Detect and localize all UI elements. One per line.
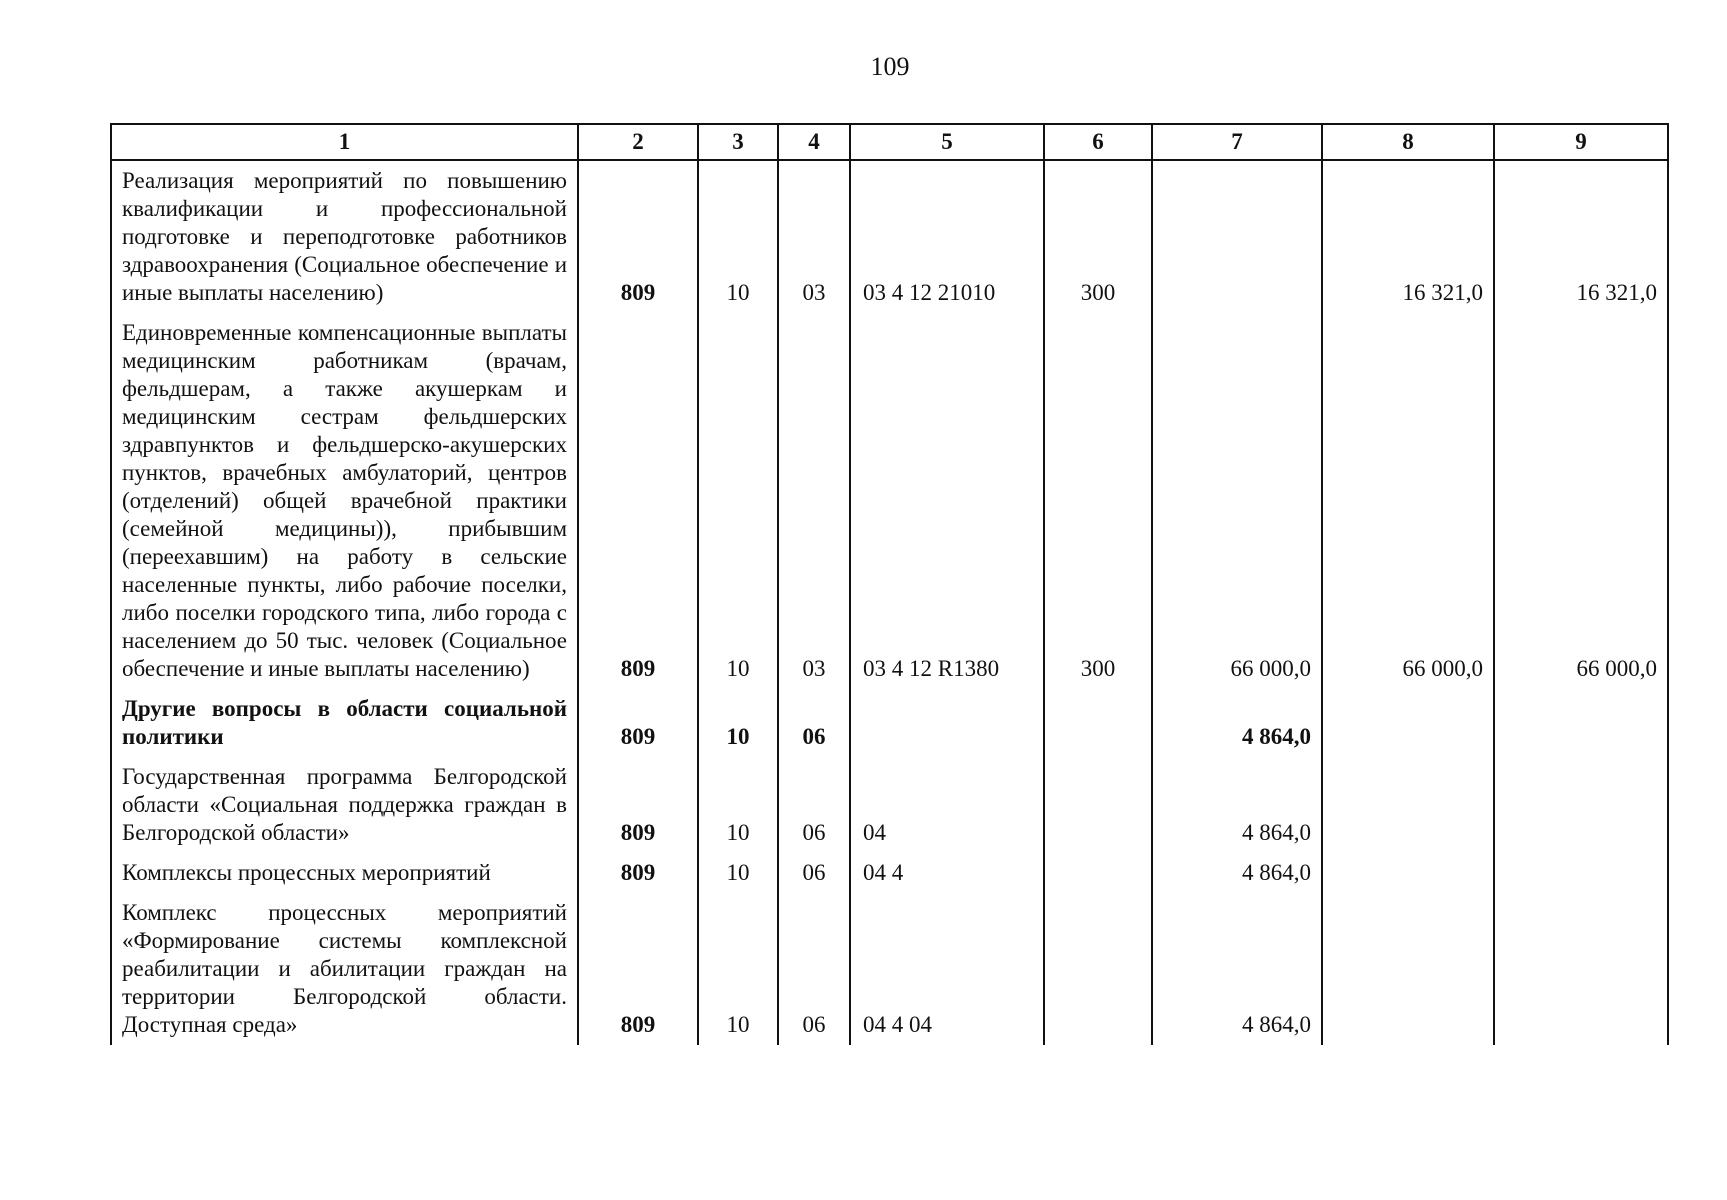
amount-col7-cell: 4 864,0 <box>1152 757 1322 853</box>
grbs-cell: 809 <box>578 853 698 893</box>
header-row <box>111 124 1668 160</box>
expense-type-cell <box>1044 853 1152 893</box>
column-header-1: 1 <box>111 124 578 160</box>
target-article-cell: 04 4 <box>850 853 1044 893</box>
row-name-cell: Комплексы процессных мероприятий <box>111 853 578 893</box>
table-row <box>111 893 1668 1045</box>
column-header-3: 3 <box>698 124 778 160</box>
grbs-cell: 809 <box>578 757 698 853</box>
grbs-cell: 809 <box>578 313 698 689</box>
subsection-cell: 06 <box>778 689 850 757</box>
amount-col9-cell <box>1494 757 1668 853</box>
amount-col7-cell: 4 864,0 <box>1152 853 1322 893</box>
amount-col8-cell <box>1322 757 1494 853</box>
expense-type-cell <box>1044 893 1152 1045</box>
target-article-cell: 04 <box>850 757 1044 853</box>
amount-col7-cell: 66 000,0 <box>1152 313 1322 689</box>
amount-col8-cell <box>1322 853 1494 893</box>
expense-type-cell <box>1044 757 1152 853</box>
expense-type-cell <box>1044 689 1152 757</box>
expense-type-cell: 300 <box>1044 160 1152 313</box>
subsection-cell: 06 <box>778 853 850 893</box>
column-header-9: 9 <box>1494 124 1668 160</box>
target-article-cell: 03 4 12 21010 <box>850 160 1044 313</box>
grbs-cell: 809 <box>578 689 698 757</box>
table-row <box>111 313 1668 689</box>
row-name-cell: Реализация мероприятий по повышению квалификации и профессиональной подготовке и переподготовке работников здравоохранения (Социальное обеспечение и иные выплаты населению) <box>111 160 578 313</box>
row-name-cell: Государственная программа Белгородской области «Социальная поддержка граждан в Белгородской области» <box>111 757 578 853</box>
amount-col7-cell <box>1152 160 1322 313</box>
amount-col9-cell: 66 000,0 <box>1494 313 1668 689</box>
amount-col8-cell: 16 321,0 <box>1322 160 1494 313</box>
column-header-4: 4 <box>778 124 850 160</box>
section-cell: 10 <box>698 893 778 1045</box>
section-cell: 10 <box>698 689 778 757</box>
table-row <box>111 853 1668 893</box>
amount-col8-cell <box>1322 689 1494 757</box>
budget-table <box>110 123 1669 1045</box>
section-cell: 10 <box>698 853 778 893</box>
section-cell: 10 <box>698 757 778 853</box>
row-name-cell: Единовременные компенсационные выплаты медицинским работникам (врачам, фельдшерам, а также акушеркам и медицинским сестрам фельдшерских здравпунктов и фельдшерско-акушерских пунктов, врачебных амбулаторий, центров (отделений) общей врачебной практики (семейной медицины)), прибывшим (переехавшим) на работу в сельские населенные пункты, либо рабочие поселки, либо поселки городского типа, либо города с населением до 50 тыс. человек (Социальное обеспечение и иные выплаты населению) <box>111 313 578 689</box>
target-article-cell: 03 4 12 R1380 <box>850 313 1044 689</box>
amount-col7-cell: 4 864,0 <box>1152 893 1322 1045</box>
row-name-cell: Комплекс процессных мероприятий «Формирование системы комплексной реабилитации и абилитации граждан на территории Белгородской области. Доступная среда» <box>111 893 578 1045</box>
amount-col9-cell <box>1494 853 1668 893</box>
column-header-8: 8 <box>1322 124 1494 160</box>
amount-col9-cell <box>1494 893 1668 1045</box>
column-header-5: 5 <box>850 124 1044 160</box>
subsection-cell: 03 <box>778 313 850 689</box>
target-article-cell: 04 4 04 <box>850 893 1044 1045</box>
amount-col7-cell: 4 864,0 <box>1152 689 1322 757</box>
subsection-cell: 06 <box>778 893 850 1045</box>
column-header-2: 2 <box>578 124 698 160</box>
amount-col8-cell <box>1322 893 1494 1045</box>
amount-col8-cell: 66 000,0 <box>1322 313 1494 689</box>
grbs-cell: 809 <box>578 893 698 1045</box>
row-name-cell: Другие вопросы в области социальной политики <box>111 689 578 757</box>
section-cell: 10 <box>698 313 778 689</box>
expense-type-cell: 300 <box>1044 313 1152 689</box>
table-row <box>111 689 1668 757</box>
subsection-cell: 03 <box>778 160 850 313</box>
subsection-cell: 06 <box>778 757 850 853</box>
amount-col9-cell: 16 321,0 <box>1494 160 1668 313</box>
table-row <box>111 757 1668 853</box>
grbs-cell: 809 <box>578 160 698 313</box>
table-row <box>111 160 1668 313</box>
page-number: 109 <box>870 52 910 81</box>
amount-col9-cell <box>1494 689 1668 757</box>
target-article-cell <box>850 689 1044 757</box>
column-header-7: 7 <box>1152 124 1322 160</box>
column-header-6: 6 <box>1044 124 1152 160</box>
section-cell: 10 <box>698 160 778 313</box>
